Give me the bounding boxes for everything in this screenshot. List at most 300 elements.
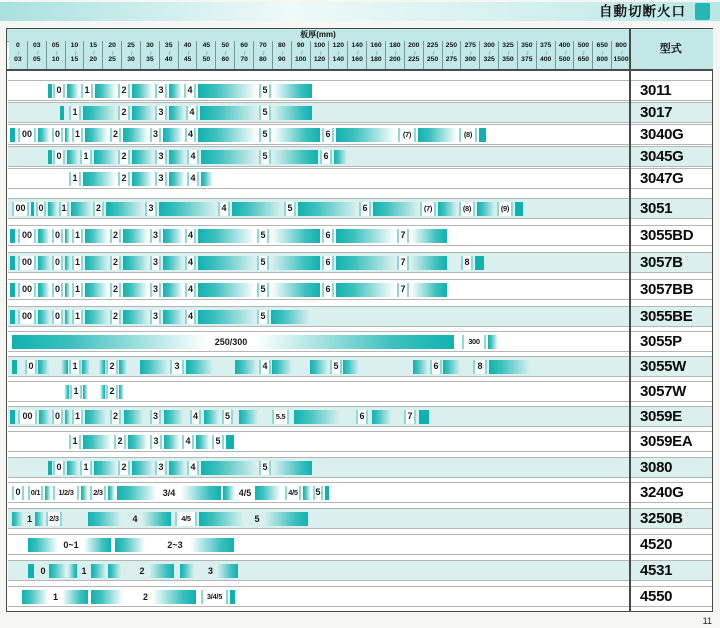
tip-number-label: 00 [18,229,36,243]
model-number: 4520 [640,536,673,553]
range-bar [163,229,183,243]
model-number: 3055W [640,358,687,375]
range-bar [198,128,257,142]
range-bar [38,283,50,297]
tip-number-label: 2 [110,128,121,142]
range-bar [119,385,124,399]
range-bar [65,283,70,297]
range-bar [201,461,257,475]
tip-number-label: 6 [322,256,334,270]
tip-number-label: 3 [150,256,161,270]
range-tilde: 〜 [15,50,21,56]
tip-number-label: 3 [150,410,161,424]
tip-number-label: 6 [322,283,334,297]
range-tilde: 〜 [185,50,190,56]
model-column-header: 型式 [629,29,713,69]
range-bar [169,84,182,98]
tip-number-label: 1 [72,310,83,324]
tip-number-label: 4 [185,128,196,142]
tip-number-label: 4/5 [285,486,301,500]
thickness-column-225 [424,41,443,69]
tip-number-label: 7 [397,256,409,270]
col-bottom-value: 1500 [613,56,629,63]
range-tilde: 〜 [317,50,322,56]
range-tilde: 〜 [486,50,492,56]
range-tilde: 〜 [109,50,115,56]
tip-number-label: (7) [398,128,416,142]
tip-number-label: 5 [222,410,233,424]
thickness-column-80 [273,41,292,69]
tip-number-label: 1 [80,461,92,475]
range-tilde: 〜 [335,50,341,56]
range-bar-cap [48,84,52,98]
range-bar [169,172,185,186]
range-bar [85,128,108,142]
col-top-value: 70 [259,42,267,49]
range-tilde: 〜 [392,50,398,56]
tip-number-label: 00 [18,283,36,297]
tip-number-label: 3 [150,283,161,297]
range-bar [94,461,116,475]
thickness-column-250 [443,41,462,69]
col-top-value: 10 [70,42,79,49]
model-number: 3240G [640,484,684,501]
range-bar [198,229,255,243]
range-bar [273,128,320,142]
thickness-column-45 [197,41,216,69]
range-bar-cap [10,128,15,142]
tip-number-label: 0 [52,229,63,243]
tip-number-label: (9) [497,202,513,216]
tip-number-label: 5 [257,310,269,324]
tip-number-label: 7 [404,410,416,424]
tip-number-label: 6 [430,360,442,374]
range-bar [294,410,340,424]
range-bar [373,202,418,216]
tip-number-label: 2 [110,229,121,243]
range-bar-cap [419,410,429,424]
col-bottom-value: 03 [14,56,22,63]
range-bar [198,256,255,270]
range-bar [264,512,308,526]
model-number: 3057W [640,383,687,400]
tip-number-label: 5 [313,486,323,500]
col-bottom-value: 80 [259,56,267,63]
range-bar-cap [28,564,34,578]
range-bar [186,360,213,374]
col-top-value: 800 [615,42,627,49]
tip-number-label: 5 [259,106,271,120]
range-bar [83,435,112,449]
col-top-value: 650 [596,42,608,49]
tip-number-label: 4 [186,106,198,120]
range-bar [489,360,530,374]
col-top-value: 300 [483,42,495,49]
tip-number-label: 4 [190,410,201,424]
tip-number-label: 7 [397,229,409,243]
model-column-divider [629,29,631,611]
tip-number-label: 3 [170,360,184,374]
col-top-value: 50 [221,42,230,49]
range-bar [12,512,23,526]
col-bottom-value: 400 [540,56,552,63]
col-top-value: 25 [127,42,135,49]
col-top-value: 325 [502,42,514,49]
tip-number-label: 3 [155,84,167,98]
range-bar [123,310,148,324]
range-tilde: 〜 [543,50,549,56]
tip-number-label: 4 [132,514,138,524]
thickness-column-35 [160,41,179,69]
col-bottom-value: 20 [89,56,98,63]
col-bottom-value: 50 [202,56,211,63]
tip-number-label: 1/2/3 [53,486,79,500]
range-bar-cap [515,202,523,216]
tip-number-label: 3 [145,202,157,216]
model-number: 4550 [640,588,673,605]
range-bar [83,385,88,399]
tip-number-label: (8) [459,128,477,142]
range-bar [149,564,174,578]
model-row-3059EA [8,431,712,452]
range-bar-cap [325,486,329,500]
tip-number-label: 1 [81,84,93,98]
tip-number-label: 1 [59,202,69,216]
tip-number-label: 4 [185,229,196,243]
tip-number-label: 7 [397,283,409,297]
range-bar [336,229,395,243]
range-bar-cap [10,256,15,270]
range-bar [123,256,148,270]
col-bottom-value: 100 [294,56,307,63]
range-tilde: 〜 [222,50,228,56]
range-bar [67,84,79,98]
range-bar [438,202,457,216]
col-bottom-value: 350 [502,56,514,63]
model-row-3017 [8,102,712,123]
range-bar [413,360,428,374]
col-top-value: 0 [16,42,20,49]
tip-number-label: 3 [150,128,161,142]
col-top-value: 400 [558,42,571,49]
range-bar [255,486,281,500]
col-top-value: 80 [278,42,286,49]
range-bar [115,538,145,552]
thickness-column-325 [499,41,518,69]
tip-number-label: 1 [69,172,81,186]
range-bar [67,150,78,164]
range-bar [140,360,168,374]
title-accent-block [695,3,710,20]
range-bar [81,486,88,500]
tip-number-label: 1 [70,385,82,399]
thickness-column-15 [84,41,103,69]
col-bottom-value: 650 [577,56,590,63]
tip-number-label: 5 [330,360,342,374]
range-bar [83,172,116,186]
tip-number-label: 2 [106,385,118,399]
range-bar [123,229,148,243]
thickness-column-25 [122,41,141,69]
range-bar [85,283,108,297]
tip-number-label: 4/5 [175,512,197,526]
range-bar-cap [10,229,15,243]
thickness-column-10 [66,41,85,69]
model-number: 3055P [640,333,682,350]
range-bar [372,410,391,424]
tip-number-label: 2 [118,84,130,98]
range-bar [169,150,185,164]
tip-number-label: 5 [257,229,269,243]
col-top-value: 15 [89,42,98,49]
col-bottom-value: 800 [596,56,608,63]
range-bar-cap [230,590,235,604]
tip-number-label: 2 [106,360,118,374]
range-tilde: 〜 [90,50,96,56]
tip-number-label: 0 [53,461,65,475]
col-top-value: 45 [202,42,211,49]
tip-number-label: 4 [187,461,199,475]
model-number: 4531 [640,562,673,579]
range-bar [200,106,257,120]
range-bar [88,512,121,526]
header-divider [7,69,712,71]
tip-number-label: 1 [72,128,83,142]
tip-number-label: 6 [356,410,368,424]
thickness-column-30 [141,41,160,69]
thickness-column-50 [216,41,235,69]
col-bottom-value: 15 [70,56,79,63]
tip-number-label: 4 [184,84,196,98]
tip-number-label: 1 [69,106,81,120]
range-bar [411,229,447,243]
model-row-3240G [8,482,712,503]
tip-number-label: 0 [52,128,63,142]
col-bottom-value: 325 [483,56,495,63]
tip-number-label: 2~3 [167,540,183,550]
tip-number-label: 2 [110,256,121,270]
range-bar [142,512,171,526]
range-bar [198,310,255,324]
tip-number-label: 3 [155,461,167,475]
tip-number-label: 4 [185,283,196,297]
range-bar [68,564,77,578]
range-tilde: 〜 [618,50,624,56]
col-bottom-value: 25 [108,56,116,63]
range-bar [163,310,183,324]
range-bar [91,590,123,604]
model-row-3057B [8,252,712,273]
range-bar [62,590,88,604]
range-tilde: 〜 [562,50,567,56]
col-bottom-value: 225 [408,56,420,63]
col-top-value: 40 [183,42,192,49]
tip-number-label: 6 [359,202,371,216]
range-bar [49,564,66,578]
col-top-value: 60 [240,42,248,49]
tip-number-label: 1 [26,514,32,524]
thickness-column-650 [593,41,612,69]
thickness-column-275 [461,41,480,69]
range-bar [35,512,44,526]
model-number: 3059E [640,408,682,425]
model-number: 3055BD [640,227,694,244]
range-bar [85,229,108,243]
tip-number-label: 0~1 [63,540,79,550]
tip-number-label: 6 [322,229,334,243]
range-bar [28,538,58,552]
col-top-value: 225 [426,42,439,49]
col-top-value: 180 [389,42,401,49]
range-bar [343,360,359,374]
range-bar-cap [226,435,234,449]
col-top-value: 90 [296,42,305,49]
range-tilde: 〜 [467,50,473,56]
col-bottom-value: 140 [332,56,345,63]
thickness-column-100 [311,41,330,69]
col-bottom-value: 180 [370,56,382,63]
col-bottom-value: 120 [313,56,326,63]
range-bar [180,564,194,578]
thickness-column-20 [103,41,122,69]
thickness-column-120 [329,41,348,69]
tip-number-label: 1 [72,229,83,243]
range-bar [117,486,157,500]
col-bottom-value: 275 [445,56,458,63]
range-bar [65,256,70,270]
tip-number-label: 00 [18,310,36,324]
range-bar [198,283,255,297]
col-bottom-value: 250 [426,56,439,63]
range-bar [411,283,447,297]
thickness-column-300 [480,41,499,69]
col-top-value: 140 [351,42,363,49]
col-top-value: 160 [370,42,382,49]
range-bar [65,310,70,324]
range-bar [38,310,50,324]
range-bar [169,461,185,475]
col-top-value: 20 [108,42,116,49]
range-bar [232,202,282,216]
range-tilde: 〜 [128,50,134,56]
range-bar [38,229,50,243]
tip-number-label: 2 [118,106,130,120]
range-bar [108,564,121,578]
col-bottom-value: 70 [240,56,248,63]
range-bar [132,84,153,98]
col-top-value: 30 [146,42,154,49]
model-number: 3057B [640,254,683,271]
tip-number-label: (8) [459,202,475,216]
thickness-column-40 [179,41,198,69]
range-bar [99,360,105,374]
tip-number-label: 3 [150,435,162,449]
col-top-value: 250 [445,42,458,49]
range-bar [94,150,116,164]
tip-number-label: 2 [118,172,130,186]
range-bar [273,150,318,164]
tip-number-label: 2 [110,410,121,424]
tip-number-label: 1 [52,592,58,602]
col-bottom-value: 60 [221,56,230,63]
col-top-value: 375 [540,42,552,49]
tip-number-label: 4 [182,435,194,449]
range-bar [336,128,396,142]
model-number: 3045G [640,148,684,165]
range-bar [108,486,115,500]
range-bar-cap [12,360,17,374]
tip-number-label: 1 [80,150,92,164]
tip-number-label: 5 [257,256,269,270]
range-bar [310,360,328,374]
range-bar [411,256,447,270]
col-top-value: 100 [313,42,326,49]
range-bar [61,360,68,374]
thickness-column-140 [348,41,367,69]
range-bar [91,564,106,578]
model-row-3051 [8,198,712,219]
range-bar [336,283,395,297]
tip-number-label: 5 [212,435,224,449]
range-tilde: 〜 [298,50,304,56]
range-tilde: 〜 [34,50,40,56]
col-bottom-value: 40 [164,56,173,63]
range-bar [271,256,320,270]
tip-number-label: 3 [150,310,161,324]
tip-number-label: 0 [40,566,46,576]
range-bar [164,435,180,449]
range-bar [85,256,108,270]
tip-number-label: 3 [150,229,161,243]
col-top-value: 35 [164,42,173,49]
range-bar [273,106,312,120]
range-tilde: 〜 [411,50,417,56]
col-top-value: 275 [464,42,476,49]
model-row-4520 [8,534,712,555]
model-number: 3080 [640,459,673,476]
col-top-value: 120 [332,42,345,49]
tip-number-label: 5 [259,461,271,475]
range-tilde: 〜 [354,50,360,56]
range-bar [123,283,148,297]
thickness-column-160 [367,41,386,69]
range-bar [334,150,347,164]
range-tilde: 〜 [505,50,511,56]
page-title: 自動切断火口 [599,4,686,19]
range-bar-cap [10,310,15,324]
range-bar-cap [10,410,15,424]
range-bar [95,84,116,98]
model-row-3055W [8,356,712,377]
tip-number-label: 8 [461,256,473,270]
range-bar [83,106,116,120]
model-number: 3250B [640,510,683,527]
tip-number-label: 0 [53,84,65,98]
tip-number-label: 5 [259,84,271,98]
range-bar [181,486,221,500]
thickness-column-180 [386,41,405,69]
page-header-strip [0,2,720,21]
range-bar [204,410,219,424]
tip-number-label: 0 [52,310,63,324]
col-bottom-value: 160 [351,56,363,63]
range-bar [169,106,184,120]
range-tilde: 〜 [580,50,586,56]
range-bar [477,202,495,216]
thickness-column-60 [235,41,254,69]
range-bar [163,256,183,270]
thickness-column-400 [556,41,575,69]
